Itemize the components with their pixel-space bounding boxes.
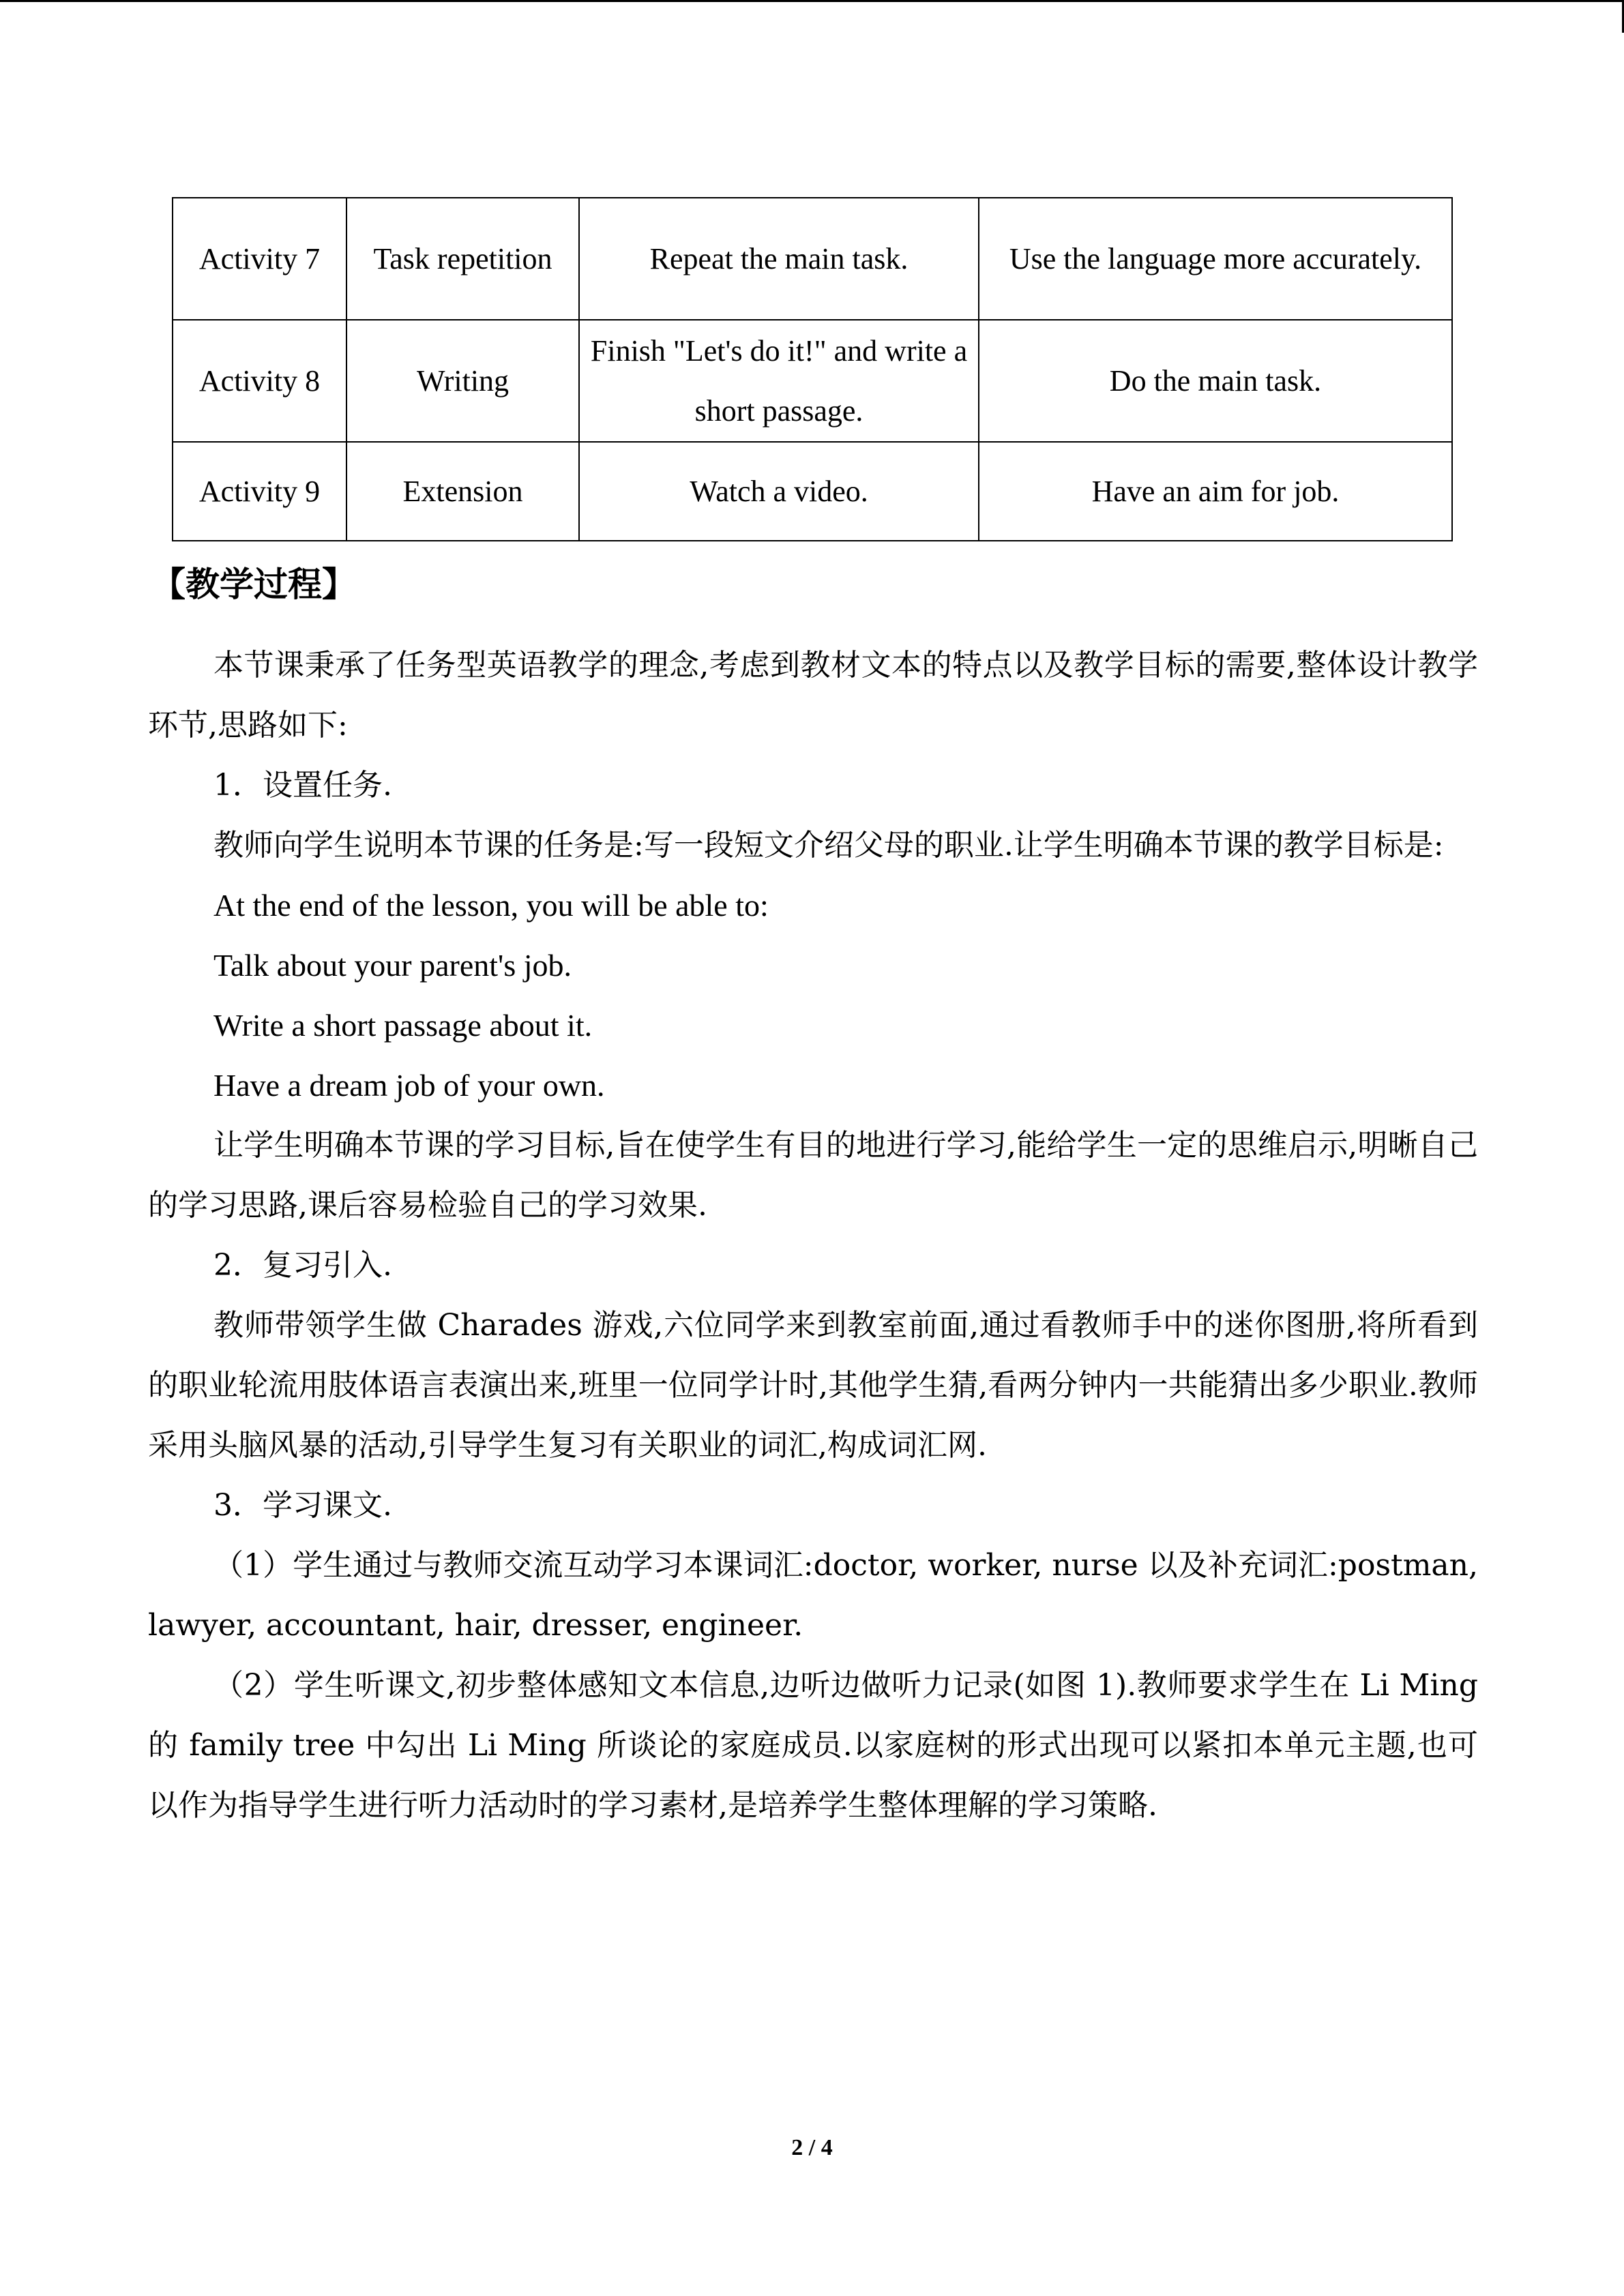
table-row xyxy=(173,320,1452,442)
activity-aim-cell: Do the main task. xyxy=(979,320,1452,442)
page-number: 2 / 4 xyxy=(791,2135,833,2160)
activity-type-cell: Task repetition xyxy=(346,198,579,320)
objective-intro: At the end of the lesson, you will be able to: xyxy=(213,888,769,923)
activity-aim-cell: Use the language more accurately. xyxy=(979,198,1452,320)
objective-item: Have a dream job of your own. xyxy=(213,1068,605,1103)
objective-item: Write a short passage about it. xyxy=(213,1008,593,1043)
step-title: 2．复习引入. xyxy=(213,1248,392,1283)
activity-content-cell: Repeat the main task. xyxy=(579,198,979,320)
activities-table xyxy=(172,197,1453,541)
paragraph: 让学生明确本节课的学习目标,旨在使学生有目的地进行学习,能给学生一定的思维启示,明晰自己的学习思路,课后容易检验自己的学习效果. xyxy=(148,1128,1478,1223)
paragraph: 教师带领学生做 Charades 游戏,六位同学来到教室前面,通过看教师手中的迷你图册,将所看到的职业轮流用肢体语言表演出来,班里一位同学计时,其他学生猜,看两分钟内一共能猜出多少职业.教师采用头脑风暴的活动,引导学生复习有关职业的词汇,构成词汇网. xyxy=(148,1308,1478,1463)
paragraph: （2）学生听课文,初步整体感知文本信息,边听边做听力记录(如图 1).教师要求学生在 Li Ming 的 family tree 中勾出 Li Ming 所谈论的家庭成员.以家庭树的形式出现可以紧扣本单元主题,也可以作为指导学生进行听力活动时的学习素材,是培养学生整体理解的学习策略. xyxy=(148,1668,1478,1823)
activity-name-cell: Activity 8 xyxy=(173,320,346,442)
section-heading: 【教学过程】 xyxy=(151,565,356,604)
step-title: 1．设置任务. xyxy=(213,768,392,803)
objective-item: Talk about your parent's job. xyxy=(213,948,572,983)
activity-aim-cell: Have an aim for job. xyxy=(979,442,1452,541)
activity-type-cell: Writing xyxy=(346,320,579,442)
activity-content-cell: Watch a video. xyxy=(579,442,979,541)
paragraph: （1）学生通过与教师交流互动学习本课词汇:doctor, worker, nurse 以及补充词汇:postman, lawyer, accountant, hair, dresser, engineer. xyxy=(148,1548,1478,1643)
table-row xyxy=(173,198,1452,320)
top-border-line xyxy=(0,0,1624,2)
activity-type-cell: Extension xyxy=(346,442,579,541)
paragraph: 教师向学生说明本节课的任务是:写一段短文介绍父母的职业.让学生明确本节课的教学目标是: xyxy=(213,828,1444,863)
activity-name-cell: Activity 7 xyxy=(173,198,346,320)
section-body xyxy=(148,636,1478,1836)
activity-name-cell: Activity 9 xyxy=(173,442,346,541)
table-row xyxy=(173,442,1452,541)
activity-content-cell: Finish "Let's do it!" and write a short passage. xyxy=(579,320,979,442)
step-title: 3．学习课文. xyxy=(213,1488,392,1523)
paragraph: 本节课秉承了任务型英语教学的理念,考虑到教材文本的特点以及教学目标的需要,整体设计教学环节,思路如下: xyxy=(148,648,1478,743)
